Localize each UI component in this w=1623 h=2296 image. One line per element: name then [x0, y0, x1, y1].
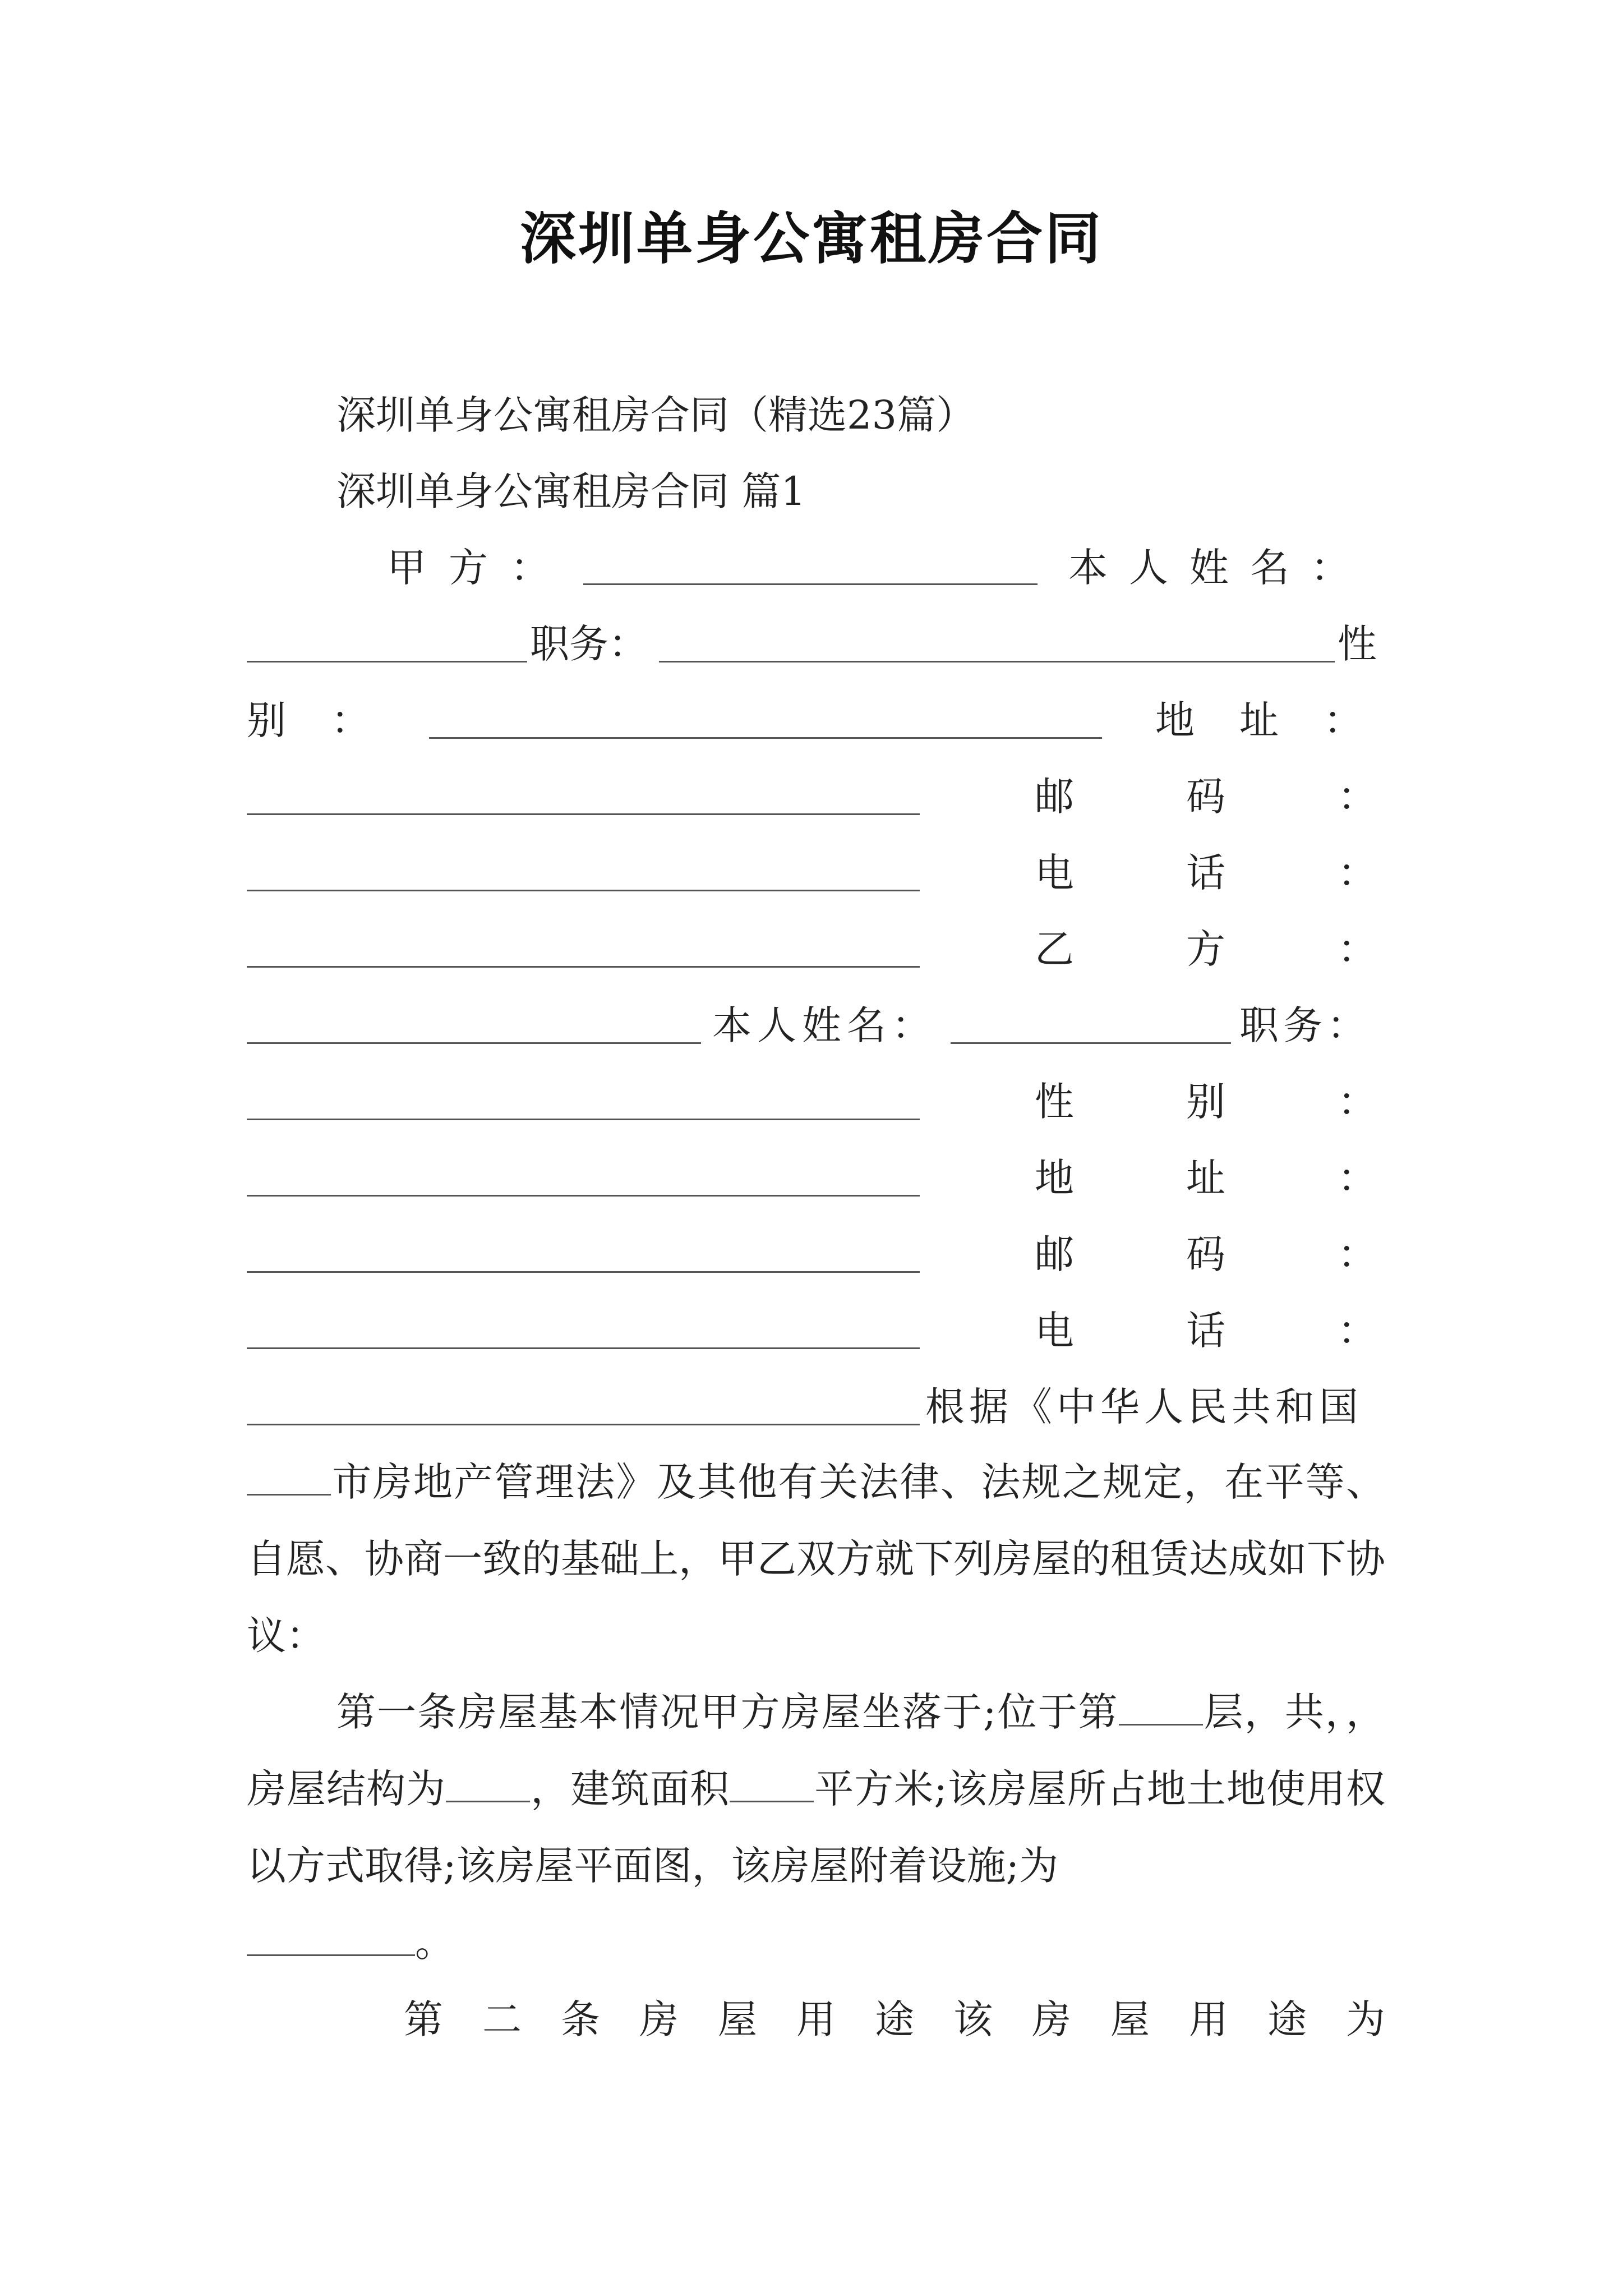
article-1: [247, 1674, 1385, 1981]
party-a-gender-label-1: 性: [1338, 621, 1377, 667]
party-a-phone-label: 电话：: [1035, 850, 1489, 896]
structure-blank[interactable]: [446, 1767, 530, 1802]
party-b-gender-label: 性别：: [1035, 1079, 1489, 1125]
party-b-address-label: 地址：: [1035, 1155, 1489, 1201]
article-1-end: 。: [415, 1920, 454, 1966]
party-a-gender-label-2: 别：: [247, 697, 415, 743]
subtitle: 深圳单身公寓租房合同（精选23篇）: [336, 392, 976, 438]
party-a-name-field[interactable]: [247, 661, 527, 662]
party-b-phone-field[interactable]: [247, 1424, 920, 1425]
city-blank[interactable]: [247, 1460, 331, 1496]
article-1-text-a: 第一条房屋基本情况甲方房屋坐落于;位于第: [336, 1689, 1119, 1735]
party-b-postcode-label: 邮码：: [1035, 1231, 1489, 1277]
party-a-title-field[interactable]: [659, 661, 1335, 662]
facility-blank[interactable]: [247, 1921, 415, 1956]
party-b-phone-label: 电话：: [1035, 1308, 1489, 1354]
party-b-field[interactable]: [247, 1042, 701, 1044]
floor-blank[interactable]: [1119, 1690, 1203, 1726]
party-b-gender-field[interactable]: [247, 1195, 920, 1197]
party-b-title-label: 职务：: [1239, 1002, 1371, 1048]
section-heading: 深圳单身公寓租房合同 篇1: [336, 468, 806, 514]
party-b-address-field[interactable]: [247, 1271, 920, 1273]
party-a-address-field[interactable]: [247, 813, 920, 815]
article-1-text-b: 层，共，，房屋结构为: [247, 1689, 1385, 1812]
basis-text-1: 根据《中华人民共和国: [925, 1384, 1363, 1430]
party-a-postcode-label: 邮码：: [1035, 774, 1489, 820]
party-a-gender-field[interactable]: [429, 737, 1102, 739]
party-b-postcode-field[interactable]: [247, 1347, 920, 1349]
article-2: 第二条房屋用途该房屋用途为: [404, 1996, 1424, 2042]
party-b-title-field[interactable]: [247, 1119, 920, 1120]
document-title: 深圳单身公寓租房合同: [520, 205, 1103, 272]
article-1-text-d: 平方米;该房屋所占地土地使用权以方式取得;该房屋平面图，该房屋附着设施;为: [247, 1766, 1385, 1889]
party-a-address-label: 地址：: [1155, 697, 1408, 743]
area-blank[interactable]: [730, 1767, 814, 1802]
party-a-label: 甲方：: [387, 545, 572, 591]
party-a-title-label: 职务：: [530, 621, 648, 667]
party-b-name-field[interactable]: [951, 1042, 1231, 1044]
party-b-name-label: 本人姓名：: [712, 1002, 937, 1048]
basis-paragraph: [247, 1444, 1385, 1674]
article-1-text-c: ，建筑面积: [530, 1766, 730, 1812]
party-a-field[interactable]: [583, 583, 1038, 585]
party-a-phone-field[interactable]: [247, 966, 920, 968]
party-a-name-label: 本人姓名：: [1068, 545, 1371, 591]
basis-text-2: 市房地产管理法》及其他有关法律、法规之规定，在平等、自愿、协商一致的基础上，甲乙双方就下列房屋的租赁达成如下协议：: [247, 1459, 1385, 1659]
party-b-label: 乙方：: [1035, 926, 1489, 972]
party-a-postcode-field[interactable]: [247, 890, 920, 891]
